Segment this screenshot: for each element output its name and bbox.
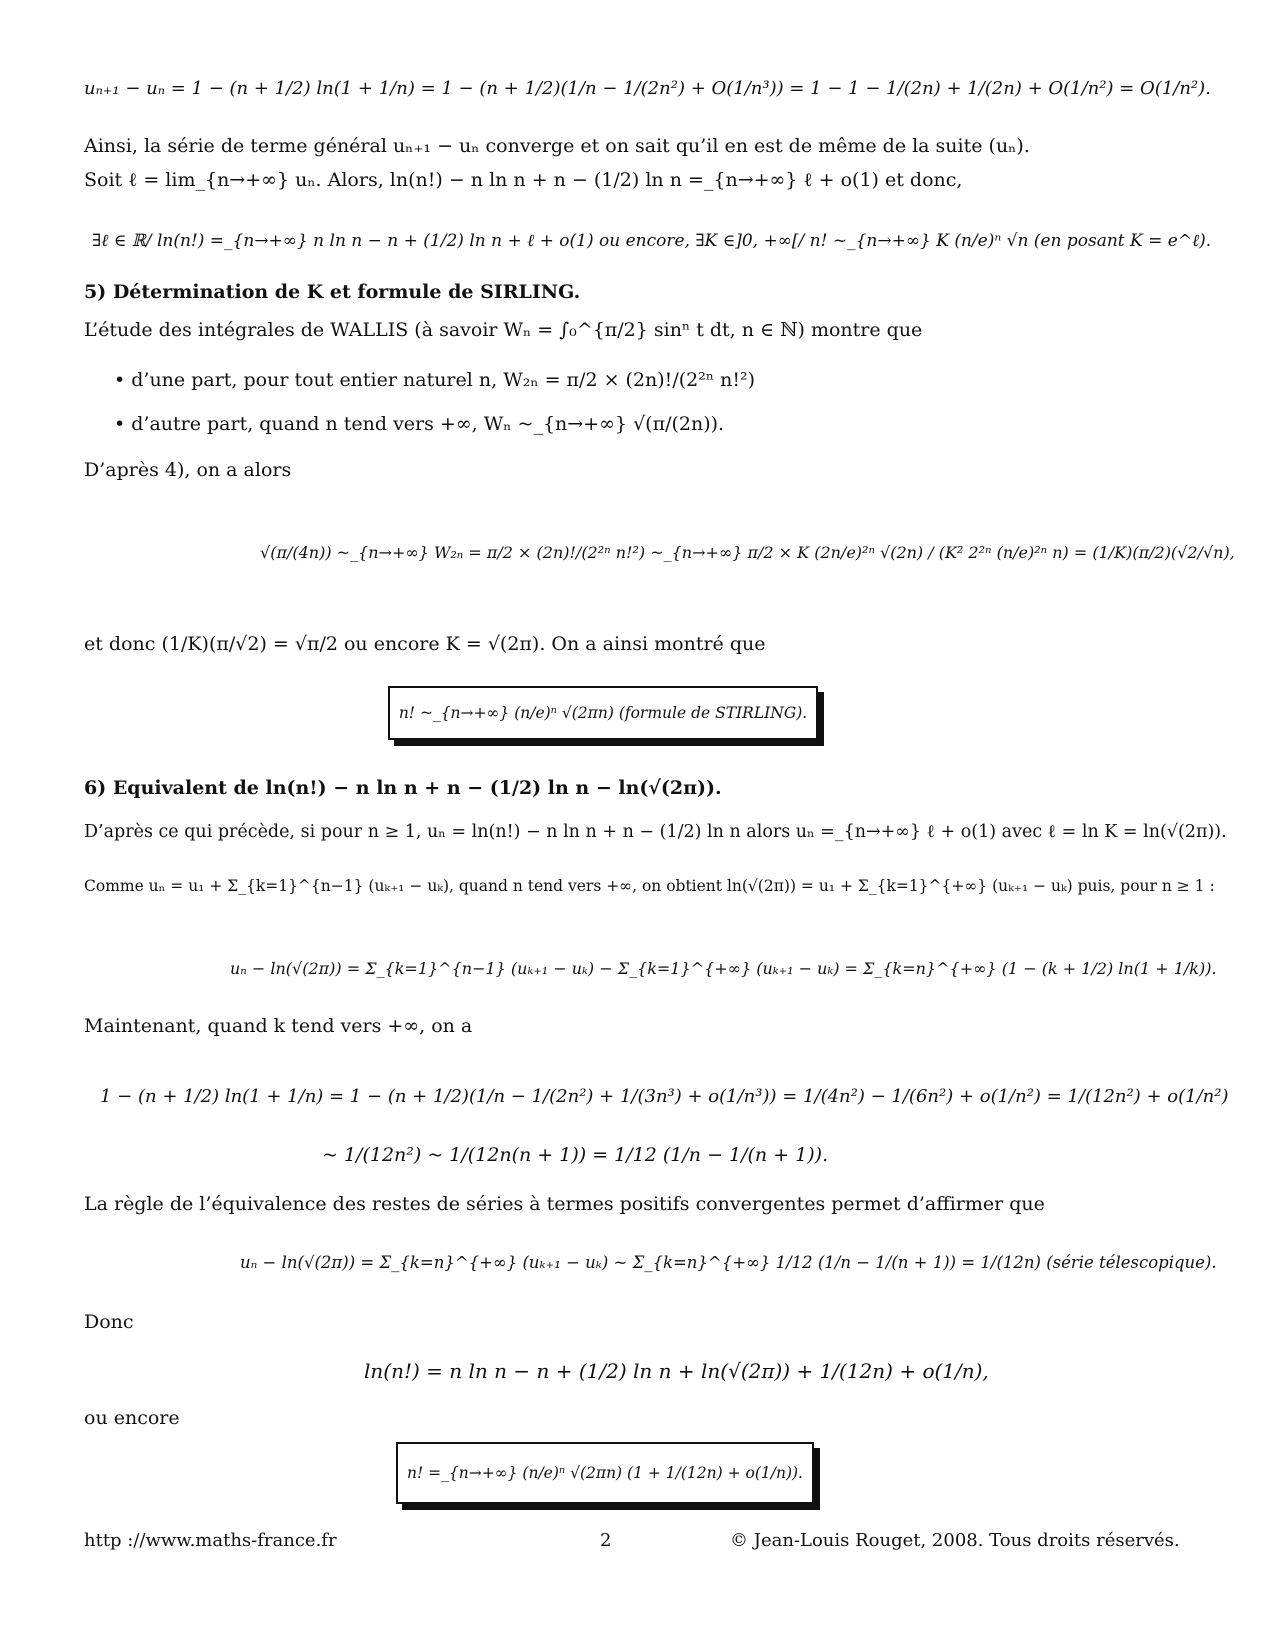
footer-copyright: © Jean-Louis Rouget, 2008. Tous droits réservés. [730, 1530, 1180, 1551]
paragraph-donc: Donc [84, 1311, 134, 1333]
equation-existence-constant: ∃ℓ ∈ ℝ/ ln(n!) =_{n→+∞} n ln n − n + (1/2) ln n + ℓ + o(1) ou encore, ∃K ∈]0, +∞[/ n! ~_{n→+∞} K (n/e)ⁿ √n (en posant K = e^ℓ). [92, 231, 1212, 251]
paragraph-wallis-integrals: L’étude des intégrales de WALLIS (à savoir Wₙ = ∫₀^{π/2} sinⁿ t dt, n ∈ ℕ) montre que [84, 319, 923, 341]
equation-expansion-line1: 1 − (n + 1/2) ln(1 + 1/n) = 1 − (n + 1/2)(1/n − 1/(2n²) + 1/(3n³) + o(1/n³)) = 1/(4n²) − 1/(6n²) + o(1/n²) = 1/(12n²) + o(1/n²) [100, 1086, 1229, 1107]
stirling-refined-formula: n! =_{n→+∞} (n/e)ⁿ √(2πn) (1 + 1/(12n) + o(1/n)). [407, 1464, 803, 1482]
stirling-formula: n! ~_{n→+∞} (n/e)ⁿ √(2πn) (formule de STIRLING). [398, 704, 808, 722]
equation-telescopic-series: uₙ − ln(√(2π)) = Σ_{k=n}^{+∞} (uₖ₊₁ − uₖ) ~ Σ_{k=n}^{+∞} 1/12 (1/n − 1/(n + 1)) = 1/(12n) (série télescopique). [240, 1253, 1217, 1272]
footer-url[interactable]: http ://www.maths-france.fr [84, 1530, 337, 1551]
equation-remainder-sum: uₙ − ln(√(2π)) = Σ_{k=1}^{n−1} (uₖ₊₁ − uₖ) − Σ_{k=1}^{+∞} (uₖ₊₁ − uₖ) = Σ_{k=n}^{+∞} (1 − (k + 1/2) ln(1 + 1/k)). [230, 959, 1217, 978]
paragraph-k-tends-to-infinity: Maintenant, quand k tend vers +∞, on a [84, 1015, 473, 1037]
paragraph-series-converges: Ainsi, la série de terme général uₙ₊₁ − uₙ converge et on sait qu’il en est de même de la suite (uₙ). [84, 135, 1030, 157]
paragraph-ou-encore: ou encore [84, 1407, 180, 1429]
footer-page-number: 2 [600, 1530, 612, 1551]
paragraph-equivalence-rule: La règle de l’équivalence des restes de séries à termes positifs convergentes permet d’affirmer que [84, 1193, 1045, 1215]
stirling-refined-box [396, 1442, 814, 1504]
paragraph-value-of-k: et donc (1/K)(π/√2) = √π/2 ou encore K = √(2π). On a ainsi montré que [84, 633, 766, 655]
equation-expansion-line2: ~ 1/(12n²) ~ 1/(12n(n + 1)) = 1/12 (1/n − 1/(n + 1)). [322, 1144, 829, 1166]
section-heading-5: 5) Détermination de K et formule de SIRLING. [84, 281, 581, 303]
equation-difference: uₙ₊₁ − uₙ = 1 − (n + 1/2) ln(1 + 1/n) = 1 − (n + 1/2)(1/n − 1/(2n²) + O(1/n³)) = 1 − 1 − 1/(2n) + 1/(2n) + O(1/n²) = O(1/n²). [84, 78, 1211, 99]
stirling-formula-box [388, 686, 818, 740]
equation-wallis-equivalence: √(π/(4n)) ~_{n→+∞} W₂ₙ = π/2 × (2n)!/(2²ⁿ n!²) ~_{n→+∞} π/2 × K (2n/e)²ⁿ √(2n) / (K² 2²ⁿ (n/e)²ⁿ n) = (1/K)(π/2)(√2/√n), [260, 543, 1235, 562]
paragraph-un-definition: D’après ce qui précède, si pour n ≥ 1, uₙ = ln(n!) − n ln n + n − (1/2) ln n alors uₙ =_{n→+∞} ℓ + o(1) avec ℓ = ln K = ln(√(2π)). [84, 822, 1227, 842]
section-heading-6: 6) Equivalent de ln(n!) − n ln n + n − (1/2) ln n − ln(√(2π)). [84, 777, 722, 799]
equation-log-factorial: ln(n!) = n ln n − n + (1/2) ln n + ln(√(2π)) + 1/(12n) + o(1/n), [364, 1359, 989, 1383]
paragraph-telescoping-sum: Comme uₙ = u₁ + Σ_{k=1}^{n−1} (uₖ₊₁ − uₖ), quand n tend vers +∞, on obtient ln(√(2π)) = u₁ + Σ_{k=1}^{+∞} (uₖ₊₁ − uₖ) puis, pour n ≥ 1 : [84, 877, 1215, 895]
bullet-wallis-even: • d’une part, pour tout entier naturel n, W₂ₙ = π/2 × (2n)!/(2²ⁿ n!²) [114, 369, 755, 391]
paragraph-limit-definition: Soit ℓ = lim_{n→+∞} uₙ. Alors, ln(n!) − n ln n + n − (1/2) ln n =_{n→+∞} ℓ + o(1) et donc, [84, 169, 963, 191]
bullet-wallis-equivalent: • d’autre part, quand n tend vers +∞, Wₙ ~_{n→+∞} √(π/(2n)). [114, 413, 725, 435]
paragraph-d-apres-4: D’après 4), on a alors [84, 459, 292, 481]
